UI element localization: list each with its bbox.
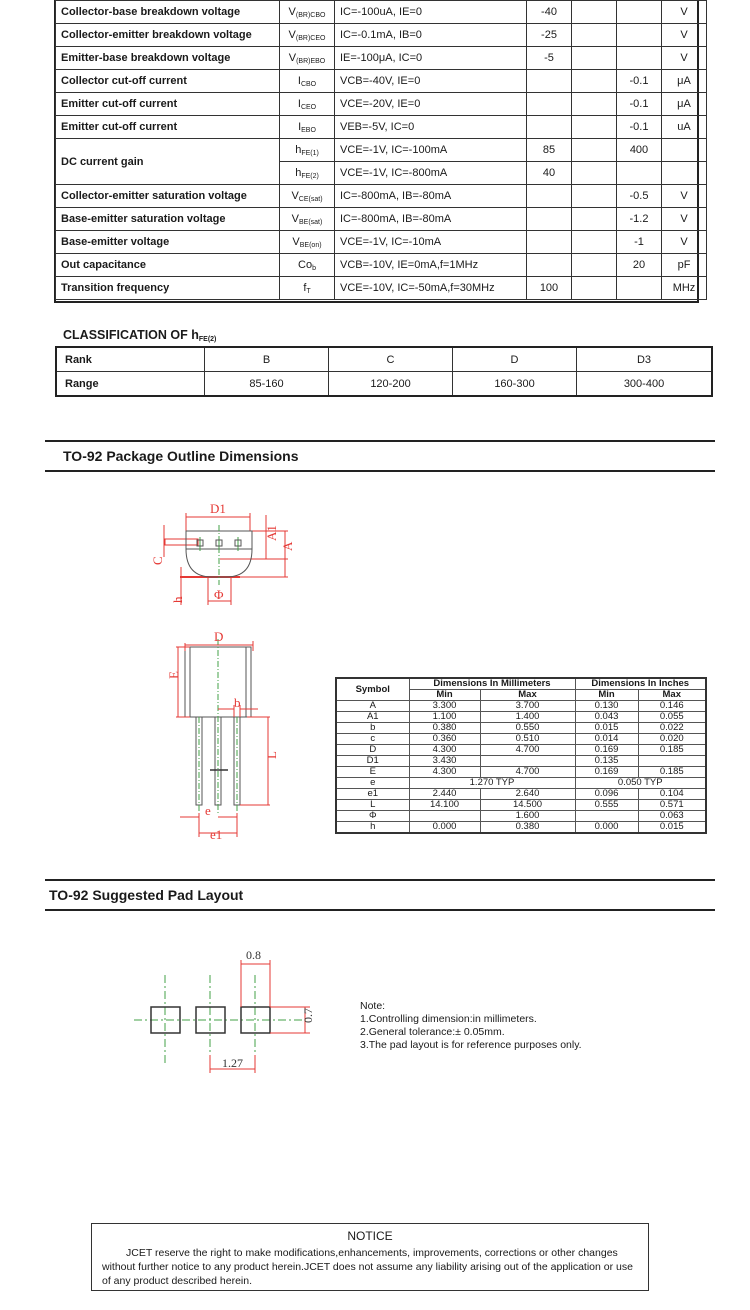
- dimension-row: [336, 701, 706, 712]
- typ-cell: [572, 24, 617, 47]
- unit-cell: μA: [662, 93, 707, 116]
- dimension-cell: 4.700: [480, 745, 575, 756]
- note-line: 3.The pad layout is for reference purposes only.: [360, 1039, 582, 1051]
- unit-cell: V: [662, 24, 707, 47]
- conditions-cell: VCB=-40V, IE=0: [335, 70, 527, 93]
- symbol-cell: $Co_b$: [280, 254, 335, 277]
- symbol-cell: $I_{CBO}$: [280, 70, 335, 93]
- dimension-cell: 1.100: [409, 712, 480, 723]
- dimension-cell: A: [336, 701, 409, 712]
- dimension-cell: 0.130: [575, 701, 638, 712]
- ec-table-row: [56, 139, 707, 162]
- ec-table-row: [56, 277, 707, 300]
- dimension-cell: 4.300: [409, 767, 480, 778]
- ec-table-row: [56, 185, 707, 208]
- dimension-cell: 0.169: [575, 745, 638, 756]
- symbol-cell: $V_{BE(sat)}$: [280, 208, 335, 231]
- conditions-cell: VCE=-1V, IC=-100mA: [335, 139, 527, 162]
- dimension-cell: 0.185: [638, 767, 706, 778]
- min-cell: [527, 116, 572, 139]
- typ-cell: [572, 1, 617, 24]
- min-cell: 85: [527, 139, 572, 162]
- symbol-cell: $V_{(BR)CBO}$: [280, 1, 335, 24]
- rank-label: Rank: [56, 347, 205, 372]
- dimension-cell: 0.063: [638, 811, 706, 822]
- dimension-cell: 0.360: [409, 734, 480, 745]
- dim-label-l: L: [264, 751, 279, 759]
- conditions-cell: VCB=-10V, IE=0mA,f=1MHz: [335, 254, 527, 277]
- ec-table-row: [56, 231, 707, 254]
- note-line: 1.Controlling dimension:in millimeters.: [360, 1013, 537, 1025]
- typ-cell: [572, 139, 617, 162]
- max-cell: [617, 1, 662, 24]
- conditions-cell: VCE=-1V, IC=-800mA: [335, 162, 527, 185]
- dimension-cell: e: [336, 778, 409, 789]
- rank-row: [56, 347, 712, 372]
- dimension-cell: 0.020: [638, 734, 706, 745]
- unit-cell: V: [662, 231, 707, 254]
- ec-table-row: [56, 254, 707, 277]
- dimension-cell: 0.380: [409, 723, 480, 734]
- dimension-cell: 0.135: [575, 756, 638, 767]
- dim-label-e-upper: E: [166, 671, 181, 679]
- conditions-cell: VEB=-5V, IC=0: [335, 116, 527, 139]
- unit-cell: pF: [662, 254, 707, 277]
- parameter-cell: Transition frequency: [56, 277, 280, 300]
- ec-table-row: [56, 70, 707, 93]
- symbol-cell: $V_{CE(sat)}$: [280, 185, 335, 208]
- symbol-cell: $I_{CEO}$: [280, 93, 335, 116]
- symbol-cell: $h_{FE(1)}$: [280, 139, 335, 162]
- typ-cell: [572, 208, 617, 231]
- min-cell: 40: [527, 162, 572, 185]
- ec-table-row: [56, 24, 707, 47]
- dimension-cell: 0.015: [638, 822, 706, 834]
- dimension-cell: 0.146: [638, 701, 706, 712]
- typ-cell: [572, 162, 617, 185]
- notice-box: [91, 1223, 649, 1291]
- dimension-cell: 4.700: [480, 767, 575, 778]
- dimension-cell: 0.015: [575, 723, 638, 734]
- dimension-row: [336, 723, 706, 734]
- mm-max-header: Max: [480, 690, 575, 701]
- parameter-cell: DC current gain: [56, 139, 280, 185]
- dimension-row: [336, 789, 706, 800]
- in-min-header: Min: [575, 690, 638, 701]
- dim-label-e: e: [205, 803, 211, 818]
- dim-label-d: D: [214, 629, 224, 644]
- dimension-cell: e1: [336, 789, 409, 800]
- pad-height-label: 0.7: [301, 1008, 315, 1023]
- min-cell: -40: [527, 1, 572, 24]
- dimension-cell: [575, 811, 638, 822]
- dimension-cell: 3.430: [409, 756, 480, 767]
- dimension-cell: 3.700: [480, 701, 575, 712]
- pad-notes: [360, 1000, 582, 1052]
- min-cell: [527, 254, 572, 277]
- unit-cell: uA: [662, 116, 707, 139]
- parameter-cell: Emitter cut-off current: [56, 116, 280, 139]
- dim-label-b: b: [234, 695, 241, 710]
- pad-section-header: [45, 879, 715, 911]
- min-cell: [527, 208, 572, 231]
- max-cell: 20: [617, 254, 662, 277]
- note-line: Note:: [360, 1000, 386, 1012]
- conditions-cell: IE=-100μA, IC=0: [335, 47, 527, 70]
- dim-label-a1: A1: [264, 525, 279, 541]
- dimension-cell: 0.050 TYP: [575, 778, 706, 789]
- dimension-cell: D1: [336, 756, 409, 767]
- max-cell: [617, 277, 662, 300]
- parameter-cell: Base-emitter saturation voltage: [56, 208, 280, 231]
- symbol-cell: $V_{(BR)CEO}$: [280, 24, 335, 47]
- dimension-row: [336, 767, 706, 778]
- symbol-cell: $V_{BE(on)}$: [280, 231, 335, 254]
- max-cell: -0.1: [617, 93, 662, 116]
- conditions-cell: IC=-100uA, IE=0: [335, 1, 527, 24]
- range-cell: 300-400: [577, 372, 713, 397]
- dimension-cell: 14.100: [409, 800, 480, 811]
- package-section-title: TO-92 Package Outline Dimensions: [63, 448, 299, 464]
- dimension-cell: 0.555: [575, 800, 638, 811]
- mm-min-header: Min: [409, 690, 480, 701]
- notice-body: JCET reserve the right to make modifications,enhancements, improvements, corrections or other changes without further notice to any product herein.JCET does not assume any liability arising out of the application or use of any product described herein.: [102, 1247, 633, 1287]
- min-cell: -25: [527, 24, 572, 47]
- rank-cell: D3: [577, 347, 713, 372]
- unit-cell: V: [662, 185, 707, 208]
- dimension-cell: [409, 811, 480, 822]
- min-cell: [527, 231, 572, 254]
- max-cell: -1.2: [617, 208, 662, 231]
- dimension-row: [336, 778, 706, 789]
- unit-cell: V: [662, 208, 707, 231]
- ec-table-row: [56, 47, 707, 70]
- max-cell: [617, 24, 662, 47]
- pad-pitch-label: 1.27: [222, 1056, 243, 1070]
- in-header: Dimensions In Inches: [575, 678, 706, 690]
- dimension-row: [336, 756, 706, 767]
- dimension-cell: [638, 756, 706, 767]
- dimension-row: [336, 800, 706, 811]
- dimension-cell: 1.270 TYP: [409, 778, 575, 789]
- in-max-header: Max: [638, 690, 706, 701]
- dimension-cell: 0.000: [575, 822, 638, 834]
- conditions-cell: IC=-0.1mA, IB=0: [335, 24, 527, 47]
- ec-table-row: [56, 1, 707, 24]
- typ-cell: [572, 116, 617, 139]
- dimension-cell: 0.185: [638, 745, 706, 756]
- typ-cell: [572, 47, 617, 70]
- notice-title: NOTICE: [347, 1229, 393, 1243]
- dimension-cell: 0.510: [480, 734, 575, 745]
- note-line: 2.General tolerance:± 0.05mm.: [360, 1026, 505, 1038]
- dimension-cell: 0.014: [575, 734, 638, 745]
- dimension-row: [336, 745, 706, 756]
- symbol-cell: $V_{(BR)EBO}$: [280, 47, 335, 70]
- rank-cell: C: [329, 347, 453, 372]
- range-row: [56, 372, 712, 397]
- dimension-cell: 0.022: [638, 723, 706, 734]
- conditions-cell: VCE=-20V, IE=0: [335, 93, 527, 116]
- unit-cell: [662, 162, 707, 185]
- front-view-drawing: [150, 625, 290, 845]
- typ-cell: [572, 93, 617, 116]
- min-cell: [527, 93, 572, 116]
- symbol-cell: $h_{FE(2)}$: [280, 162, 335, 185]
- conditions-cell: VCE=-10V, IC=-50mA,f=30MHz: [335, 277, 527, 300]
- dimension-cell: 0.043: [575, 712, 638, 723]
- unit-cell: MHz: [662, 277, 707, 300]
- conditions-cell: VCE=-1V, IC=-10mA: [335, 231, 527, 254]
- dimension-cell: 1.400: [480, 712, 575, 723]
- parameter-cell: Collector-emitter saturation voltage: [56, 185, 280, 208]
- dimension-cell: D: [336, 745, 409, 756]
- dimension-cell: A1: [336, 712, 409, 723]
- parameter-cell: Out capacitance: [56, 254, 280, 277]
- max-cell: -1: [617, 231, 662, 254]
- dimension-cell: 3.300: [409, 701, 480, 712]
- dimension-cell: 1.600: [480, 811, 575, 822]
- max-cell: -0.1: [617, 116, 662, 139]
- unit-cell: [662, 139, 707, 162]
- typ-cell: [572, 231, 617, 254]
- top-view-drawing: [140, 495, 310, 610]
- min-cell: -5: [527, 47, 572, 70]
- classification-title: CLASSIFICATION OF $h_{FE(2)}$: [63, 328, 217, 343]
- ec-table-row: [56, 93, 707, 116]
- symbol-cell: $f_T$: [280, 277, 335, 300]
- dimension-cell: L: [336, 800, 409, 811]
- dimension-cell: 0.550: [480, 723, 575, 734]
- dimension-cell: 0.169: [575, 767, 638, 778]
- dimension-cell: 2.440: [409, 789, 480, 800]
- ec-table-row: [56, 116, 707, 139]
- dimension-row: [336, 734, 706, 745]
- typ-cell: [572, 277, 617, 300]
- dimension-cell: 0.055: [638, 712, 706, 723]
- dimension-cell: 0.000: [409, 822, 480, 834]
- parameter-cell: Collector cut-off current: [56, 70, 280, 93]
- dim-label-d1: D1: [210, 501, 226, 516]
- conditions-cell: IC=-800mA, IB=-80mA: [335, 208, 527, 231]
- dimension-row: [336, 712, 706, 723]
- parameter-cell: Collector-base breakdown voltage: [56, 1, 280, 24]
- classification-table: [55, 346, 713, 397]
- range-cell: 120-200: [329, 372, 453, 397]
- pad-section-title: TO-92 Suggested Pad Layout: [49, 887, 244, 903]
- dimension-cell: 0.380: [480, 822, 575, 834]
- rank-cell: D: [453, 347, 577, 372]
- conditions-cell: IC=-800mA, IB=-80mA: [335, 185, 527, 208]
- min-cell: [527, 185, 572, 208]
- max-cell: -0.1: [617, 70, 662, 93]
- max-cell: -0.5: [617, 185, 662, 208]
- parameter-cell: Base-emitter voltage: [56, 231, 280, 254]
- parameter-cell: Emitter cut-off current: [56, 93, 280, 116]
- dimension-cell: [480, 756, 575, 767]
- parameter-cell: Collector-emitter breakdown voltage: [56, 24, 280, 47]
- unit-cell: V: [662, 47, 707, 70]
- pad-layout-drawing: [130, 945, 320, 1075]
- typ-cell: [572, 185, 617, 208]
- rank-cell: B: [205, 347, 329, 372]
- package-section-header: [45, 440, 715, 472]
- mm-header: Dimensions In Millimeters: [409, 678, 575, 690]
- pad-width-label: 0.8: [246, 948, 261, 962]
- dimension-cell: 0.104: [638, 789, 706, 800]
- dim-label-e1: e1: [210, 827, 223, 842]
- dim-label-a: A: [280, 541, 295, 551]
- symbol-header: Symbol: [336, 678, 409, 701]
- unit-cell: V: [662, 1, 707, 24]
- typ-cell: [572, 70, 617, 93]
- dimension-cell: 14.500: [480, 800, 575, 811]
- dimension-cell: 0.096: [575, 789, 638, 800]
- dimension-row: [336, 811, 706, 822]
- ec-table-row: [56, 208, 707, 231]
- dimension-cell: 0.571: [638, 800, 706, 811]
- range-cell: 160-300: [453, 372, 577, 397]
- symbol-cell: $I_{EBO}$: [280, 116, 335, 139]
- range-label: Range: [56, 372, 205, 397]
- dim-label-phi: Φ: [214, 587, 224, 602]
- dimension-cell: E: [336, 767, 409, 778]
- electrical-characteristics-table: [55, 0, 707, 300]
- dimension-cell: 4.300: [409, 745, 480, 756]
- dimensions-table: [335, 677, 707, 834]
- max-cell: [617, 162, 662, 185]
- min-cell: [527, 70, 572, 93]
- dimension-cell: b: [336, 723, 409, 734]
- dim-label-c: C: [150, 556, 165, 565]
- dim-label-h: h: [170, 596, 185, 603]
- max-cell: 400: [617, 139, 662, 162]
- unit-cell: μA: [662, 70, 707, 93]
- dimension-cell: h: [336, 822, 409, 834]
- parameter-cell: Emitter-base breakdown voltage: [56, 47, 280, 70]
- dimension-cell: c: [336, 734, 409, 745]
- min-cell: 100: [527, 277, 572, 300]
- dimension-row: [336, 822, 706, 834]
- typ-cell: [572, 254, 617, 277]
- range-cell: 85-160: [205, 372, 329, 397]
- dimension-cell: 2.640: [480, 789, 575, 800]
- dimension-cell: Φ: [336, 811, 409, 822]
- max-cell: [617, 47, 662, 70]
